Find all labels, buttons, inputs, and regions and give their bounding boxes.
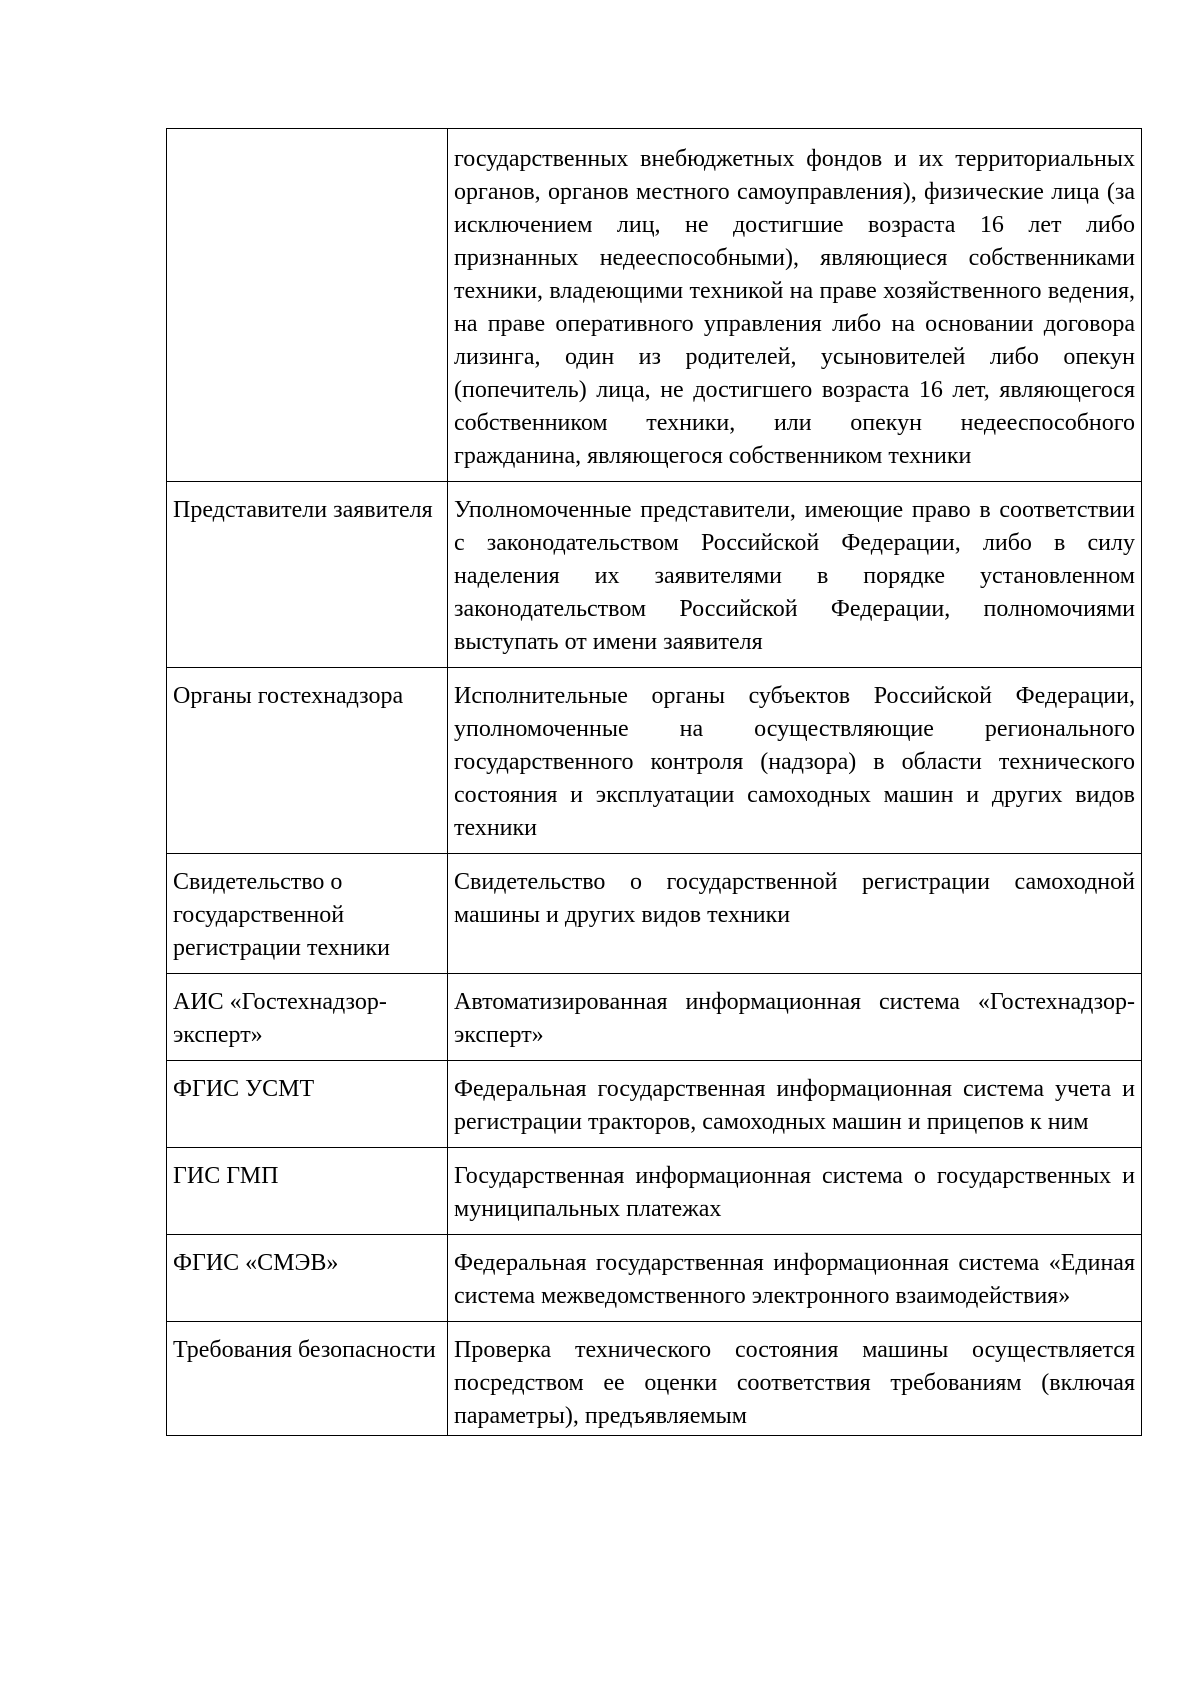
term-cell: Представители заявителя (167, 482, 448, 668)
table-row (167, 1061, 1142, 1148)
definitions-table (166, 128, 1142, 1436)
table-row (167, 1322, 1142, 1436)
definition-cell: Свидетельство о государственной регистрации самоходной машины и других видов техники (448, 854, 1142, 974)
table-row (167, 482, 1142, 668)
definition-cell: государственных внебюджетных фондов и их территориальных органов, органов местного самоуправления), физические лица (за исключением лиц, не достигшие возраста 16 лет либо признанных недееспособными), являющиеся собственниками техники, владеющими техникой на праве хозяйственного ведения, на праве оперативного управления либо на основании договора лизинга, один из родителей, усыновителей либо опекун (попечитель) лица, не достигшего возраста 16 лет, являющегося собственником техники, или опекун недееспособного гражданина, являющегося собственником техники (448, 129, 1142, 482)
table-row (167, 668, 1142, 854)
term-cell: Свидетельство о государственной регистрации техники (167, 854, 448, 974)
table-row (167, 1235, 1142, 1322)
table-row (167, 854, 1142, 974)
table-row (167, 129, 1142, 482)
term-cell: АИС «Гостехнадзор-эксперт» (167, 974, 448, 1061)
table-row (167, 1148, 1142, 1235)
term-cell: Органы гостехнадзора (167, 668, 448, 854)
definition-cell: Исполнительные органы субъектов Российской Федерации, уполномоченные на осуществляющие регионального государственного контроля (надзора) в области технического состояния и эксплуатации самоходных машин и других видов техники (448, 668, 1142, 854)
definition-cell: Проверка технического состояния машины осуществляется посредством ее оценки соответствия требованиям (включая параметры), предъявляемым (448, 1322, 1142, 1436)
term-cell: Требования безопасности (167, 1322, 448, 1436)
definition-cell: Федеральная государственная информационная система учета и регистрации тракторов, самоходных машин и прицепов к ним (448, 1061, 1142, 1148)
term-cell: ГИС ГМП (167, 1148, 448, 1235)
definition-cell: Автоматизированная информационная система «Гостехнадзор-эксперт» (448, 974, 1142, 1061)
term-cell (167, 129, 448, 482)
term-cell: ФГИС «СМЭВ» (167, 1235, 448, 1322)
definition-cell: Государственная информационная система о государственных и муниципальных платежах (448, 1148, 1142, 1235)
definition-cell: Уполномоченные представители, имеющие право в соответствии с законодательством Российской Федерации, либо в силу наделения их заявителями в порядке установленном законодательством Российской Федерации, полномочиями выступать от имени заявителя (448, 482, 1142, 668)
term-cell: ФГИС УСМТ (167, 1061, 448, 1148)
table-row (167, 974, 1142, 1061)
definition-cell: Федеральная государственная информационная система «Единая система межведомственного электронного взаимодействия» (448, 1235, 1142, 1322)
